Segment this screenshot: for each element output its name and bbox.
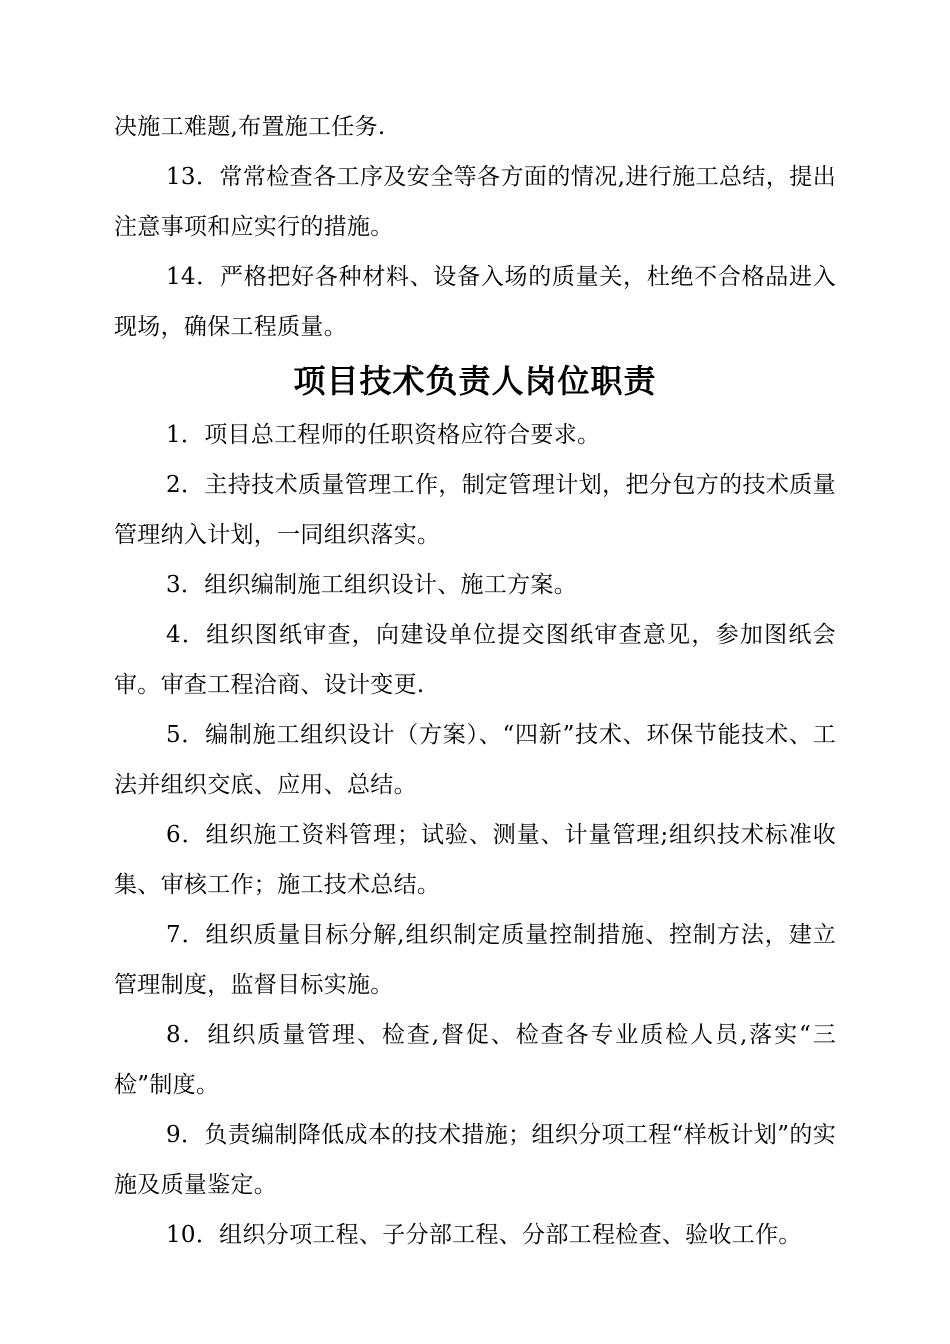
paragraph-continuation: 决施工难题,布置施工任务. xyxy=(114,114,386,140)
duty-item-5: 5．编制施工组织设计（方案）、“四新”技术、环保节能技术、工法并组织交底、应用、总结。 xyxy=(114,722,836,798)
duty-item-3: 3．组织编制施工组织设计、施工方案。 xyxy=(166,572,578,598)
document-body xyxy=(114,102,836,1260)
duty-item-6: 6．组织施工资料管理；试验、测量、计量管理;组织技术标准收集、审核工作；施工技术总结。 xyxy=(114,822,836,898)
section-title: 项目技术负责人岗位职责 xyxy=(293,362,657,400)
duty-item-4: 4．组织图纸审查，向建设单位提交图纸审查意见，参加图纸会审。审查工程洽商、设计变更. xyxy=(114,622,836,698)
duty-item-7: 7．组织质量目标分解,组织制定质量控制措施、控制方法，建立管理制度，监督目标实施。 xyxy=(114,922,836,998)
duty-item-2: 2．主持技术质量管理工作，制定管理计划，把分包方的技术质量管理纳入计划，一同组织落实。 xyxy=(114,472,836,548)
duty-item-9: 9．负责编制降低成本的技术措施；组织分项工程“样板计划”的实施及质量鉴定。 xyxy=(114,1122,836,1198)
paragraph-item-13: 13．常常检查各工序及安全等各方面的情况,进行施工总结，提出注意事项和应实行的措施。 xyxy=(114,164,836,240)
paragraph-item-14: 14．严格把好各种材料、设备入场的质量关，杜绝不合格品进入现场，确保工程质量。 xyxy=(114,264,836,340)
duty-item-8: 8．组织质量管理、检查,督促、检查各专业质检人员,落实“三检”制度。 xyxy=(114,1022,836,1098)
duty-item-1: 1．项目总工程师的任职资格应符合要求。 xyxy=(166,422,601,448)
duty-item-10: 10．组织分项工程、子分部工程、分部工程检查、验收工作。 xyxy=(166,1222,802,1248)
